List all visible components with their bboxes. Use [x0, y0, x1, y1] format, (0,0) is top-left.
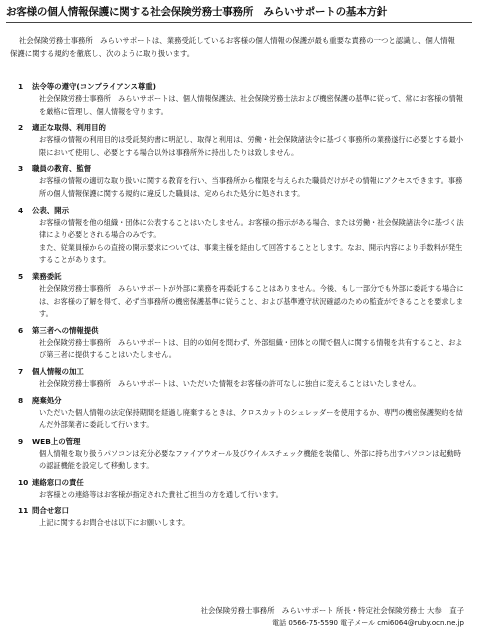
policy-section	[18, 504, 464, 530]
section-heading-text: 業務委託	[32, 271, 62, 281]
section-heading	[18, 365, 464, 378]
footer-block	[201, 604, 464, 630]
policy-sections	[18, 80, 464, 530]
section-heading	[18, 435, 464, 448]
section-paragraph: いただいた個人情報の法定保持期間を経過し廃棄するときは、クロスカットのシュレッダーを使用するか、専門の機密保護契約を結んだ外部業者に委託して行います。	[39, 407, 463, 430]
section-paragraph: また、従業員様からの直接の開示要求については、事業主様を経由して回答することとします。なお、開示内容により手数料が発生することがあります。	[39, 242, 463, 265]
title-underline	[6, 22, 472, 23]
section-paragraph: お客様との連絡等はお客様が指定された貴社ご担当の方を通して行います。	[39, 489, 283, 499]
policy-section	[18, 121, 464, 159]
section-number: 10	[18, 477, 29, 487]
section-paragraph: 社会保険労務士事務所 みらいサポートが外部に業務を再委託することはありません。今後、もし一部分でも外部に委託する場合には、お客様の了解を得て、必ず当事務所の機密保護基準に従うこと、および基準遵守状況確認のための監査ができることを要求します。	[39, 283, 464, 319]
intro-paragraph: 社会保険労務士事務所 みらいサポートは、業務受託しているお客様の個人情報の保護が最も重要な責務の一つと認識し、個人情報保護に関する規約を徹底し、次のように取り扱います。	[10, 36, 455, 59]
section-body	[18, 407, 464, 432]
section-paragraph: 社会保険労務士事務所 みらいサポートは、個人情報保護法、社会保険労務士法および機密保護の基準に従って、常にお客様の情報を厳格に管理し、個人情報を守ります。	[39, 94, 463, 116]
section-number: 5	[18, 271, 24, 281]
section-number: 9	[18, 436, 24, 446]
section-body	[18, 93, 464, 118]
section-paragraph: お客様の情報を他の組織・団体に公表することはいたしません。お客様の指示がある場合、または労働・社会保険諸法令に基づく法律により必要とされる場合のみです。	[39, 217, 464, 240]
policy-section	[18, 80, 464, 118]
section-paragraph: 個人情報を取り扱うパソコンは充分必要なファイアウオール及びウイルスチェック機能を装備し、外部に持ち出すパソコンは起動時の認証機能を設定して移動します。	[39, 448, 461, 471]
section-body	[18, 134, 464, 159]
policy-section	[18, 324, 464, 362]
section-heading-text: 適正な取得、利用目的	[32, 123, 106, 133]
section-paragraph: お客様の情報の適切な取り扱いに関する教育を行い、当事務所から権限を与えられた職員だけがその情報にアクセスできます。事務所の個人情報保護に関する規約に違反した職員は、定められた処分に処されます。	[39, 176, 463, 198]
section-heading-text: 法令等の遵守(コンプライアンス尊重)	[32, 82, 157, 91]
section-heading	[18, 162, 464, 175]
section-heading-text: 問合せ窓口	[32, 506, 69, 516]
section-number: 11	[18, 506, 29, 516]
section-heading	[18, 504, 464, 517]
section-heading-text: 連絡窓口の責任	[32, 477, 84, 487]
section-body	[18, 175, 464, 200]
section-body	[18, 283, 464, 321]
section-number: 2	[18, 123, 24, 133]
section-paragraph: 社会保険労務士事務所 みらいサポートは、目的の如何を問わず、外部組織・団体との間で個人に関する情報を共有すること、および第三者に提供することはいたしません。	[39, 337, 463, 360]
policy-section	[18, 162, 464, 200]
section-heading-text: 廃棄処分	[32, 395, 62, 405]
section-body	[18, 217, 464, 267]
section-heading	[18, 80, 464, 93]
policy-section	[18, 476, 464, 502]
policy-section	[18, 365, 464, 391]
section-paragraph: お客様の情報の利用目的は受託契約書に明記し、取得と利用は、労働・社会保険諸法令に基づく事務所の業務遂行に必要とする最小限において使用し、必要とする場合以外は事務所外に持出したりは致しません。	[39, 135, 464, 157]
section-heading-text: WEB上の管理	[32, 436, 81, 446]
section-number: 3	[18, 164, 24, 174]
section-body	[18, 337, 464, 362]
intro-block	[10, 34, 460, 60]
section-heading-text: 職員の教育、監督	[32, 164, 92, 174]
title-block	[6, 5, 472, 23]
policy-section	[18, 204, 464, 267]
section-number: 7	[18, 366, 24, 376]
section-paragraph: 社会保険労務士事務所 みらいサポートは、いただいた情報をお客様の許可なしに独自に変えることはいたしません。	[39, 378, 421, 388]
section-body	[18, 378, 464, 391]
policy-section	[18, 270, 464, 321]
section-paragraph: 上記に関するお問合せは以下にお願いします。	[39, 518, 190, 528]
section-heading	[18, 270, 464, 283]
section-heading	[18, 394, 464, 407]
section-heading	[18, 204, 464, 217]
section-body	[18, 448, 464, 473]
footer-signature: 社会保険労務士事務所 みらいサポート 所長・特定社会保険労務士 大参 直子	[200, 606, 464, 615]
section-heading	[18, 476, 464, 489]
section-body	[18, 489, 464, 502]
policy-section	[18, 394, 464, 432]
section-number: 4	[18, 205, 24, 215]
section-heading	[18, 324, 464, 337]
section-number: 1	[18, 82, 24, 91]
section-heading-text: 個人情報の加工	[32, 366, 84, 376]
page-title: お客様の個人情報保護に関する社会保険労務士事務所 みらいサポートの基本方針	[6, 6, 388, 18]
policy-section	[18, 435, 464, 473]
section-number: 6	[18, 325, 24, 335]
section-heading-text: 第三者への情報提供	[32, 325, 99, 335]
section-heading	[18, 121, 464, 134]
footer-contact: 電話 0566-75-5590 電子メール cmi6064@ruby.ocn.ne.jp	[272, 619, 464, 627]
section-number: 8	[18, 395, 24, 405]
section-heading-text: 公表、開示	[32, 205, 69, 215]
section-body	[18, 517, 464, 530]
